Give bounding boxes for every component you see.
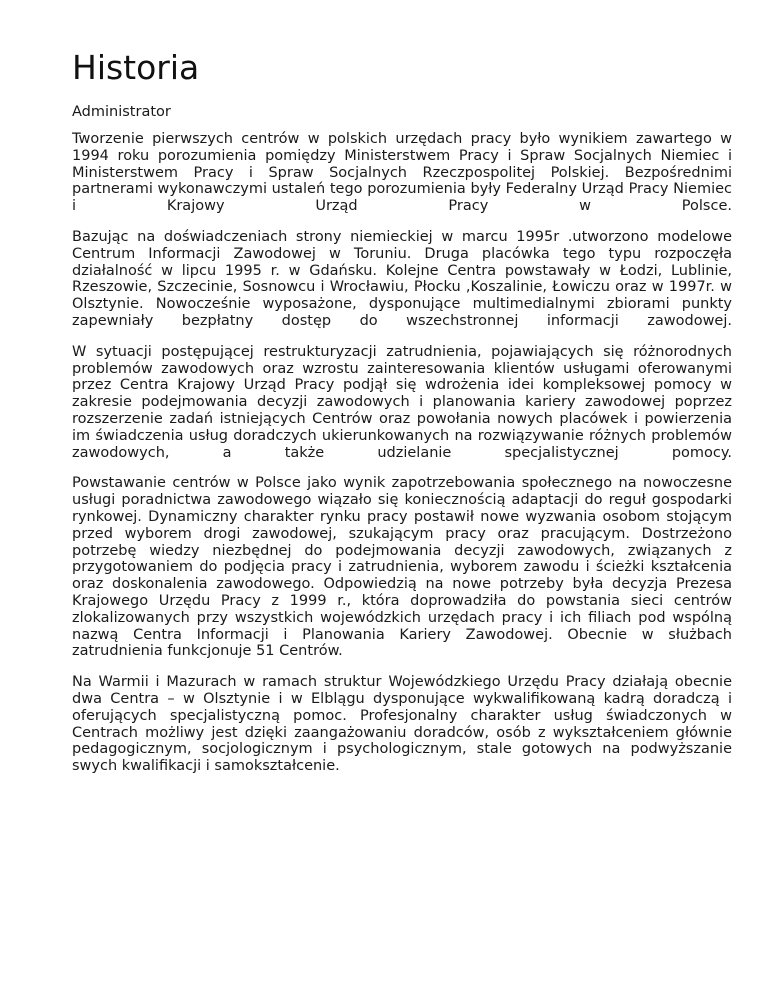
page-title: Historia bbox=[72, 48, 200, 87]
paragraph-2: Bazując na doświadczeniach strony niemieckiej w marcu 1995r .utworzono modelowe Centrum Informacji Zawodowej w Toruniu. Druga placówka tego typu rozpoczęła działalność w lipcu 1995 r. w Gdańsku. Kolejne Centra powstawały w Łodzi, Lublinie, Rzeszowie, Szczecinie, Sosnowcu i Wrocławiu, Płocku ,Koszalinie, Łowiczu oraz w 1997r. w Olsztynie. Nowocześnie wyposażone, dysponujące multimedialnymi zbiorami punkty zapewniały bezpłatny dostęp do wszechstronnej informacji zawodowej. bbox=[72, 228, 732, 329]
paragraph-4: Powstawanie centrów w Polsce jako wynik zapotrzebowania społecznego na nowoczesne usługi poradnictwa zawodowego wiązało się koniecznością adaptacji do reguł gospodarki rynkowej. Dynamiczny charakter rynku pracy postawił nowe wyzwania osobom stojącym przed wyborem drogi zawodowej, szukającym pracy oraz pracującym. Dostrzeżono potrzebę wiedzy niezbędnej do podejmowania decyzji zawodowych, związanych z przygotowaniem do podjęcia pracy i zatrudnienia, wyborem zawodu i ścieżki kształcenia oraz doskonalenia zawodowego. Odpowiedzią na nowe potrzeby była decyzja Prezesa Krajowego Urzędu Pracy z 1999 r., która doprowadziła do powstania sieci centrów zlokalizowanych przy wszystkich wojewódzkich urzędach pracy i ich filiach pod wspólną nazwą Centra Informacji i Planowania Kariery Zawodowej. Obecnie w służbach zatrudnienia funkcjonuje 51 Centrów. bbox=[72, 475, 732, 660]
paragraph-5: Na Warmii i Mazurach w ramach struktur Wojewódzkiego Urzędu Pracy działają obecnie dwa Centra – w Olsztynie i w Elblągu dysponujące wykwalifikowaną kadrą doradczą i oferujących specjalistyczną pomoc. Profesjonalny charakter usług świadczonych w Centrach możliwy jest dzięki zaangażowaniu doradców, osób z wykształceniem głównie pedagogicznym, socjologicznym i psychologicznym, stale gotowych na podwyższanie swych kwalifikacji i samokształcenie. bbox=[72, 674, 732, 775]
author-name: Administrator bbox=[72, 104, 171, 120]
article-body bbox=[72, 131, 732, 775]
paragraph-3: W sytuacji postępującej restrukturyzacji zatrudnienia, pojawiających się różnorodnych problemów zawodowych oraz wzrostu zainteresowania klientów usługami oferowanymi przez Centra Krajowy Urząd Pracy podjął się wdrożenia idei kompleksowej pomocy w zakresie podejmowania decyzji zawodowych i planowania kariery zawodowej poprzez rozszerzenie zadań istniejących Centrów oraz powołania nowych placówek i powierzenia im świadczenia usług doradczych ukierunkowanych na rozwiązywanie różnych problemów zawodowych, a także udzielanie specjalistycznej pomocy. bbox=[72, 343, 732, 461]
article bbox=[72, 48, 732, 789]
paragraph-1: Tworzenie pierwszych centrów w polskich urzędach pracy było wynikiem zawartego w 1994 roku porozumienia pomiędzy Ministerstwem Pracy i Spraw Socjalnych Niemiec i Ministerstwem Pracy i Spraw Socjalnych Rzeczpospolitej Polskiej. Bezpośrednimi partnerami wykonawczymi ustaleń tego porozumienia były Federalny Urząd Pracy Niemiec i Krajowy Urząd Pracy w Polsce. bbox=[72, 131, 732, 215]
